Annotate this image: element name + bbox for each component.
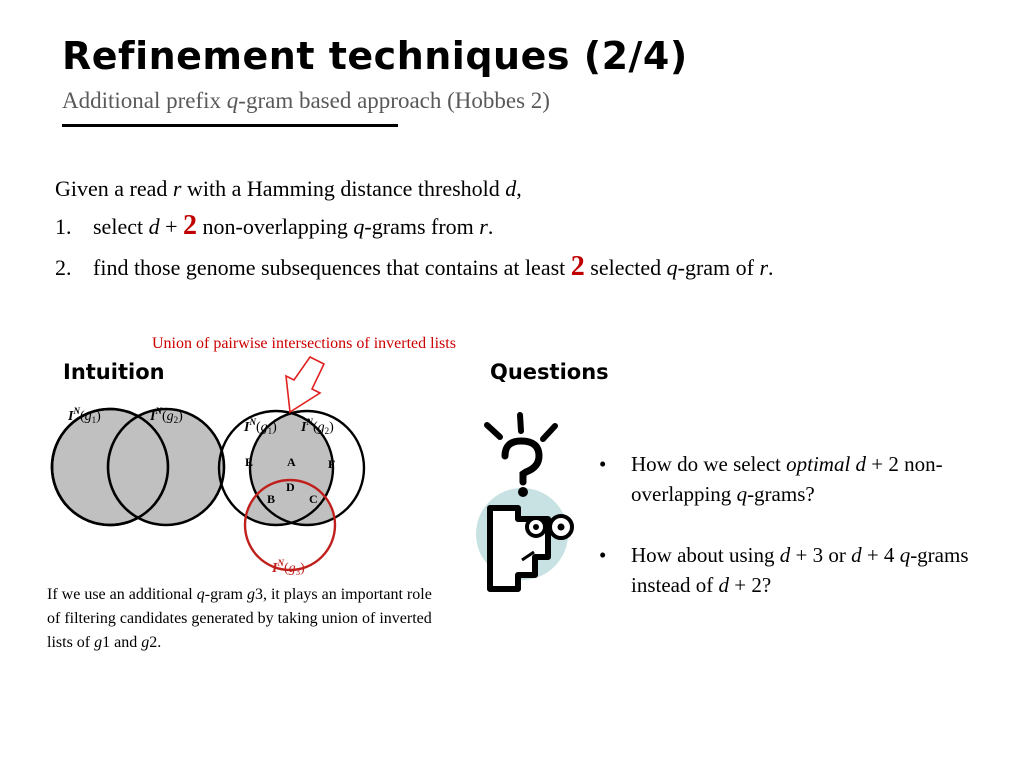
venn3-label-g1: $I^N(g_1)$ [244, 417, 277, 436]
intro-line: Given a read r with a Hamming distance threshold d, [55, 176, 522, 201]
emphasis-number: 2 [183, 210, 198, 241]
venn-two-sets [52, 406, 224, 525]
questions-heading: Questions [490, 360, 609, 384]
question-bullet-2: • How about using d + 3 or d + 4 q-grams instead of d + 2? [599, 543, 969, 597]
intuition-heading: Intuition [63, 360, 165, 384]
slide-title: Refinement techniques (2/4) [62, 34, 688, 78]
intuition-caption: If we use an additional q-gram g3, it plays an important role of filtering candidates generated by taking union of inverted lists of g1 and g2. [47, 586, 432, 651]
venn3-label-g2: $I^N(g_2)$ [301, 417, 334, 436]
thinking-face-question-icon [476, 415, 572, 589]
region-a: A [287, 455, 296, 469]
region-b: B [267, 492, 276, 506]
region-d: D [286, 480, 295, 494]
pointer-arrow [286, 357, 324, 412]
venn-label-g1: $I^N(g_1)$ [68, 406, 101, 425]
slide-subtitle: Additional prefix q-gram based approach (Hobbes 2) [62, 88, 550, 113]
venn3-label-g3: $I^N(g_3)$ [272, 558, 305, 577]
venn-three-sets [219, 411, 364, 577]
region-c: C [309, 492, 318, 506]
list-item-2: 2. find those genome subsequences that contains at least 2 selected q-gram of r. [55, 251, 774, 282]
emphasis-number: 2 [570, 251, 585, 282]
venn-label-g2: $I^N(g_2)$ [150, 406, 183, 425]
question-bullet-1: • How do we select optimal d + 2 non-overlapping q-grams? [599, 452, 943, 506]
union-annotation: Union of pairwise intersections of inverted lists [152, 335, 456, 352]
list-item-1: 1. select d + 2 non-overlapping q-grams from r. [55, 210, 494, 241]
region-f: F [328, 457, 336, 471]
region-e: E [245, 455, 254, 469]
